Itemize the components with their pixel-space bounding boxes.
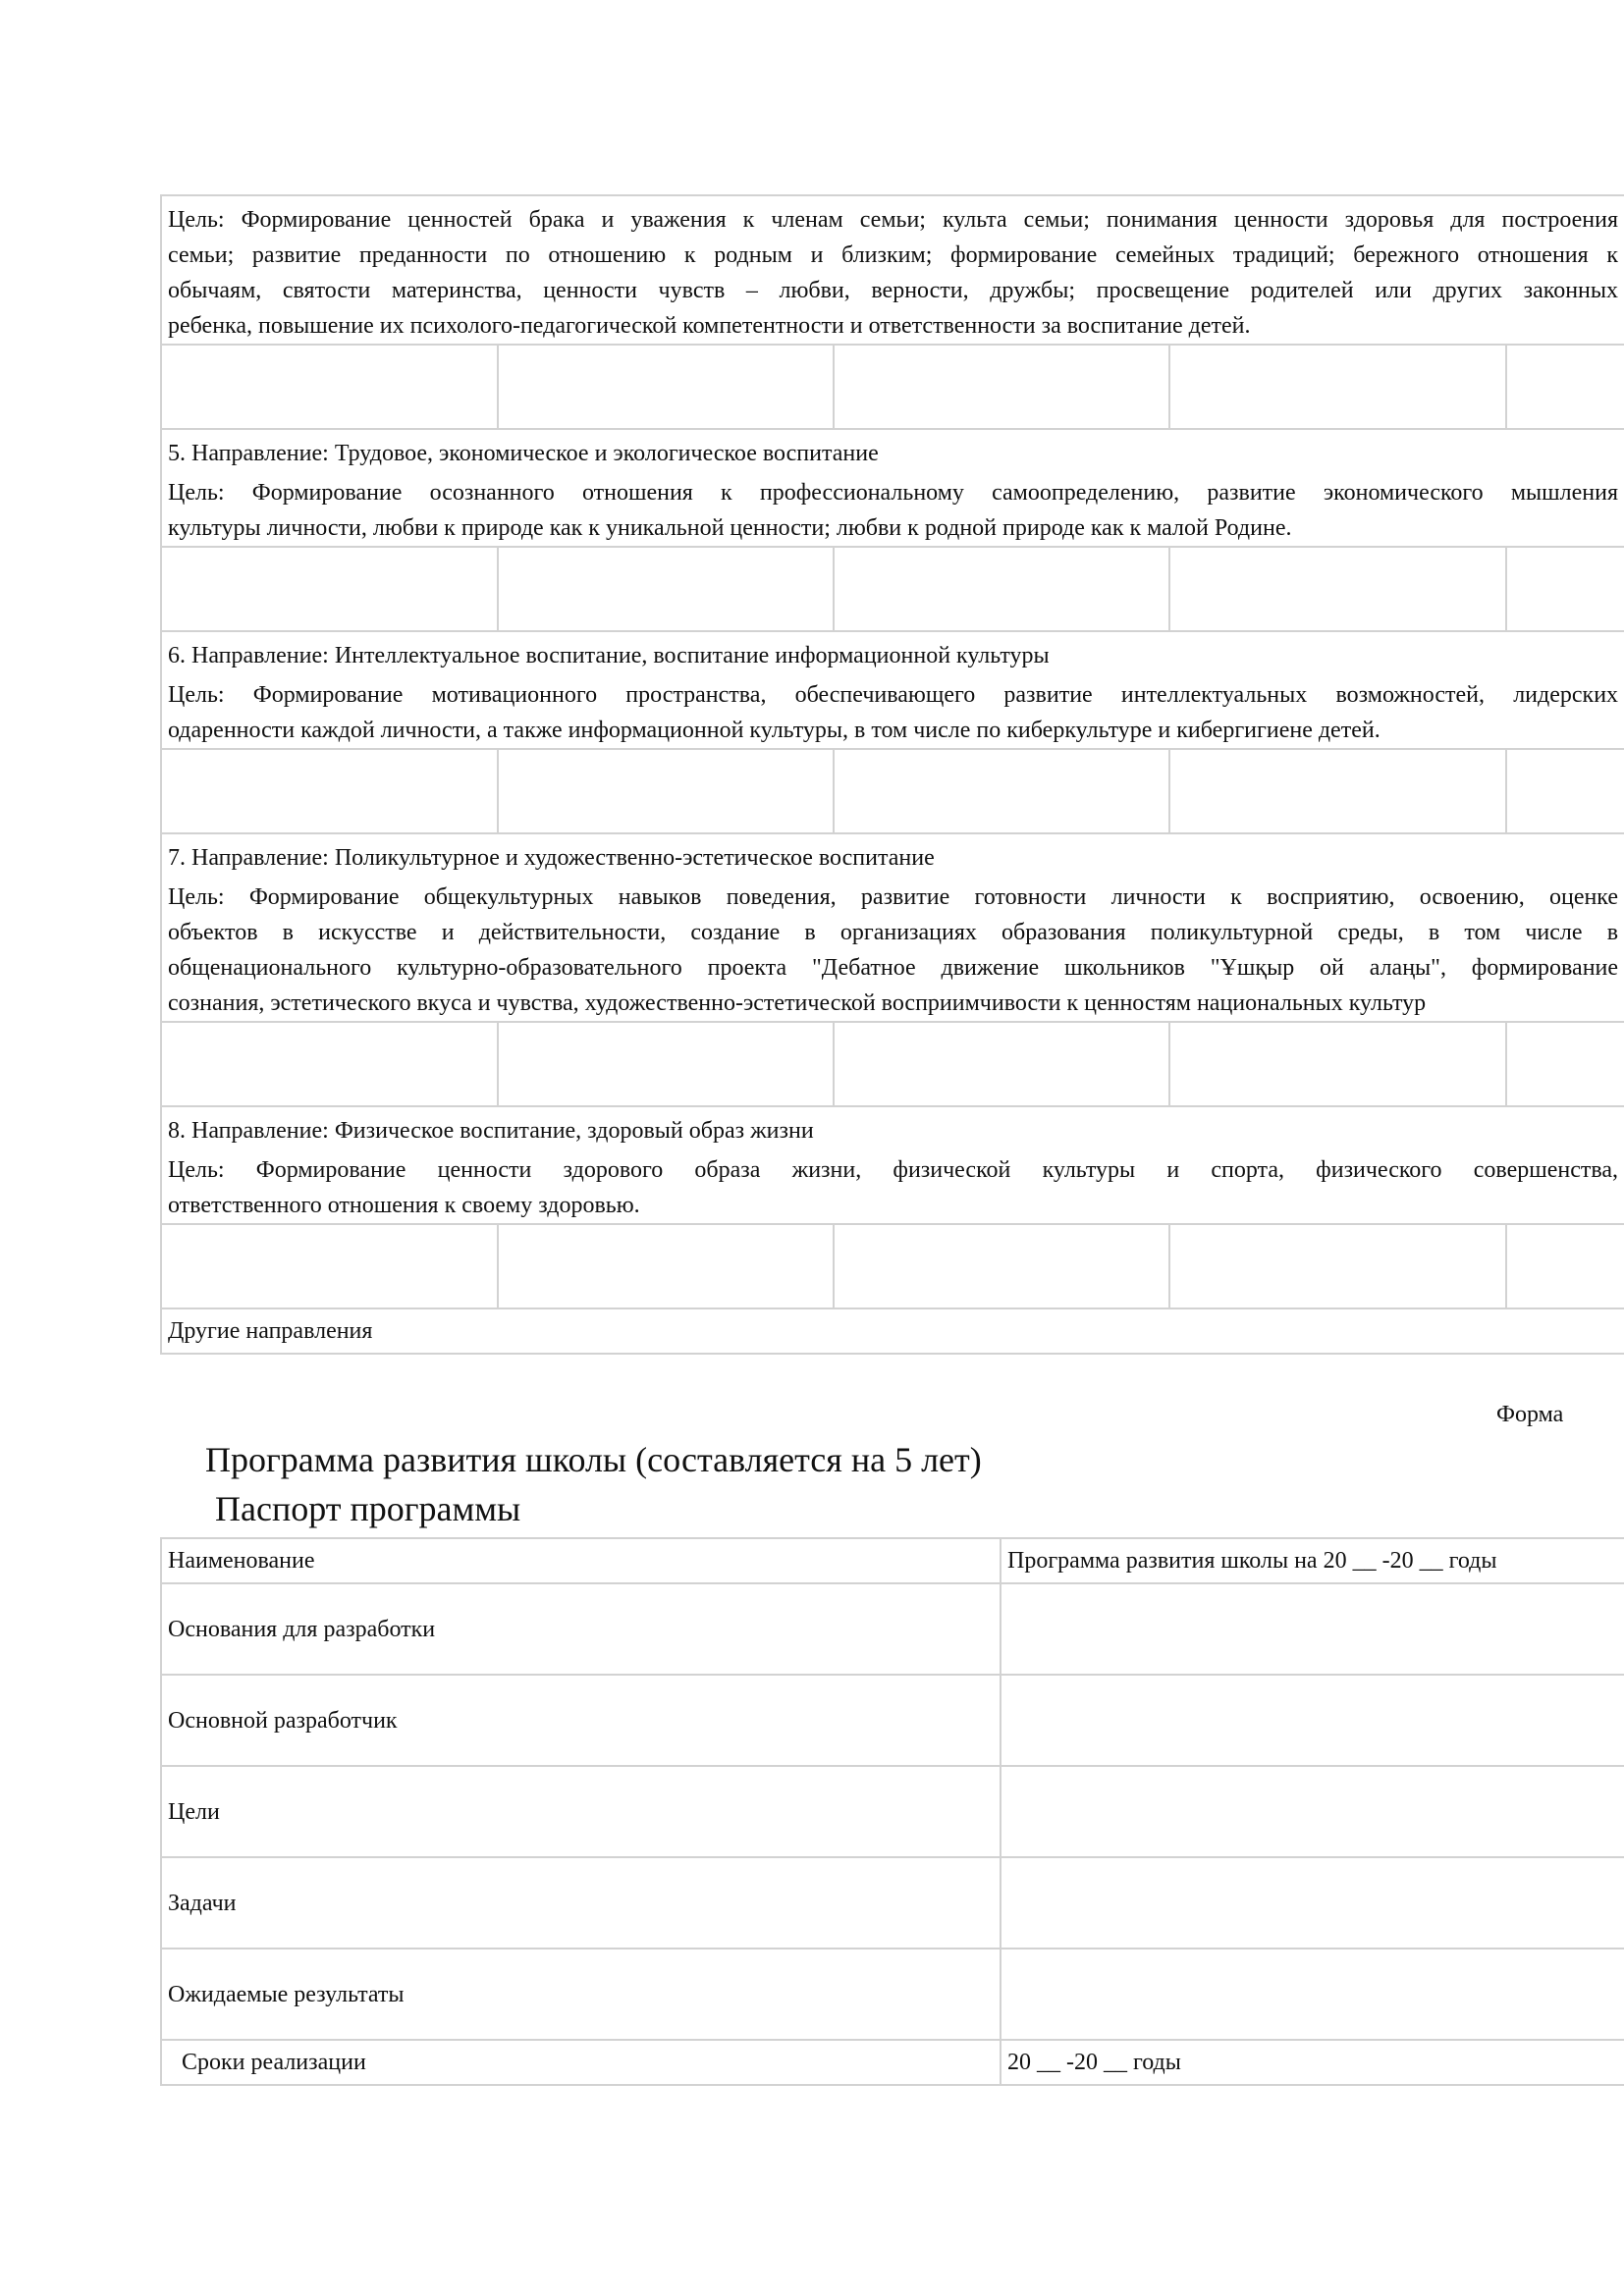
empty-cell[interactable] — [161, 1022, 498, 1106]
empty-cell[interactable] — [834, 1224, 1169, 1308]
form-label: Форма — [1496, 1402, 1564, 1427]
goal-text-line: ребенка, повышение их психолого-педагогической компетентности и ответственности за воспитание детей. — [168, 313, 1251, 339]
passport-label-cell: Ожидаемые результаты — [161, 1949, 1001, 2040]
empty-cell[interactable] — [498, 547, 834, 631]
direction-heading: 5. Направление: Трудовое, экономическое и экологическое воспитание — [168, 441, 879, 466]
empty-row — [161, 749, 1624, 833]
empty-cell[interactable] — [1169, 345, 1506, 429]
direction-row-5 — [161, 429, 1624, 547]
direction-cell — [161, 833, 1624, 1022]
direction-row-6 — [161, 631, 1624, 749]
goal-cell — [161, 195, 1624, 345]
direction-cell — [161, 631, 1624, 749]
direction-heading: 7. Направление: Поликультурное и художественно-эстетическое воспитание — [168, 845, 935, 871]
goal-text-line: культуры личности, любви к природе как к уникальной ценности; любви к родной природе как к малой Родине. — [168, 515, 1292, 541]
empty-row — [161, 547, 1624, 631]
empty-cell[interactable] — [498, 345, 834, 429]
passport-row — [161, 1949, 1624, 2040]
goal-text-line: Цель: Формирование мотивационного пространства, обеспечивающего развитие интеллектуальных возможностей, лидерских — [168, 682, 1619, 708]
empty-cell[interactable] — [1506, 547, 1624, 631]
program-title: Программа развития школы (составляется на 5 лет) — [205, 1440, 982, 1479]
empty-row — [161, 1224, 1624, 1308]
passport-label-cell: Наименование — [161, 1538, 1001, 1583]
other-directions-cell: Другие направления — [161, 1308, 1624, 1354]
direction-row-7 — [161, 833, 1624, 1022]
goal-row-family — [161, 195, 1624, 345]
passport-label-cell: Цели — [161, 1766, 1001, 1857]
empty-cell[interactable] — [1506, 345, 1624, 429]
goal-text-line: общенационального культурно-образовательного проекта "Дебатное движение школьников "Ұшқыр ой алаңы", формирование — [168, 955, 1619, 981]
passport-value-cell: 20 __ -20 __ годы — [1001, 2040, 1624, 2085]
empty-cell[interactable] — [834, 547, 1169, 631]
passport-row — [161, 1583, 1624, 1675]
direction-cell — [161, 1106, 1624, 1224]
goal-text-line: Цель: Формирование ценности здорового образа жизни, физической культуры и спорта, физического совершенства, — [168, 1157, 1619, 1183]
other-directions-row — [161, 1308, 1624, 1354]
passport-label-cell: Сроки реализации — [161, 2040, 1001, 2085]
empty-cell[interactable] — [498, 1224, 834, 1308]
empty-row — [161, 1022, 1624, 1106]
education-plan-table — [160, 194, 1624, 1355]
goal-text-line: семьи; развитие преданности по отношению к родным и близким; формирование семейных традиций; бережного отношения к — [168, 242, 1619, 268]
empty-cell[interactable] — [1506, 749, 1624, 833]
passport-row — [161, 2040, 1624, 2085]
direction-cell — [161, 429, 1624, 547]
empty-cell[interactable] — [1169, 1022, 1506, 1106]
passport-label-cell: Основной разработчик — [161, 1675, 1001, 1766]
goal-text-line: одаренности каждой личности, а также информационной культуры, в том числе по киберкультуре и кибергигиене детей. — [168, 718, 1380, 743]
passport-header-row — [161, 1538, 1624, 1583]
empty-cell[interactable] — [834, 749, 1169, 833]
passport-value-cell[interactable] — [1001, 1949, 1624, 2040]
empty-cell[interactable] — [1169, 749, 1506, 833]
passport-value-cell[interactable] — [1001, 1857, 1624, 1949]
empty-cell[interactable] — [1506, 1022, 1624, 1106]
passport-label-cell: Задачи — [161, 1857, 1001, 1949]
goal-text-line: Цель: Формирование общекультурных навыков поведения, развитие готовности личности к восприятию, освоению, оценке — [168, 884, 1619, 910]
goal-text-line: ответственного отношения к своему здоровью. — [168, 1193, 640, 1218]
empty-cell[interactable] — [1169, 1224, 1506, 1308]
empty-cell[interactable] — [1506, 1224, 1624, 1308]
goal-text-line: объектов в искусстве и действительности, создание в организациях образования поликультурной среды, в том числе в — [168, 920, 1619, 945]
empty-cell[interactable] — [498, 749, 834, 833]
empty-row — [161, 345, 1624, 429]
passport-value-cell[interactable] — [1001, 1583, 1624, 1675]
passport-value-cell: Программа развития школы на 20 __ -20 __ годы — [1001, 1538, 1624, 1583]
direction-heading: 6. Направление: Интеллектуальное воспитание, воспитание информационной культуры — [168, 643, 1050, 668]
empty-cell[interactable] — [161, 1224, 498, 1308]
passport-row — [161, 1766, 1624, 1857]
empty-cell[interactable] — [161, 547, 498, 631]
passport-row — [161, 1675, 1624, 1766]
goal-text-line: сознания, эстетического вкуса и чувства, художественно-эстетической восприимчивости к ценностям национальных культур — [168, 990, 1427, 1016]
passport-row — [161, 1857, 1624, 1949]
direction-heading: 8. Направление: Физическое воспитание, здоровый образ жизни — [168, 1118, 814, 1144]
passport-title: Паспорт программы — [215, 1489, 521, 1528]
empty-cell[interactable] — [1169, 547, 1506, 631]
direction-row-8 — [161, 1106, 1624, 1224]
program-passport-table — [160, 1537, 1624, 2086]
goal-text-line: Цель: Формирование ценностей брака и уважения к членам семьи; культа семьи; понимания ценности здоровья для построения — [168, 207, 1619, 233]
empty-cell[interactable] — [498, 1022, 834, 1106]
empty-cell[interactable] — [161, 749, 498, 833]
goal-text-line: Цель: Формирование осознанного отношения к профессиональному самоопределению, развитие экономического мышления — [168, 480, 1619, 506]
goal-text-line: обычаям, святости материнства, ценности чувств – любви, верности, дружбы; просвещение родителей или других законных — [168, 278, 1619, 303]
passport-value-cell[interactable] — [1001, 1675, 1624, 1766]
empty-cell[interactable] — [834, 1022, 1169, 1106]
passport-label-cell: Основания для разработки — [161, 1583, 1001, 1675]
empty-cell[interactable] — [834, 345, 1169, 429]
empty-cell[interactable] — [161, 345, 498, 429]
passport-value-cell[interactable] — [1001, 1766, 1624, 1857]
